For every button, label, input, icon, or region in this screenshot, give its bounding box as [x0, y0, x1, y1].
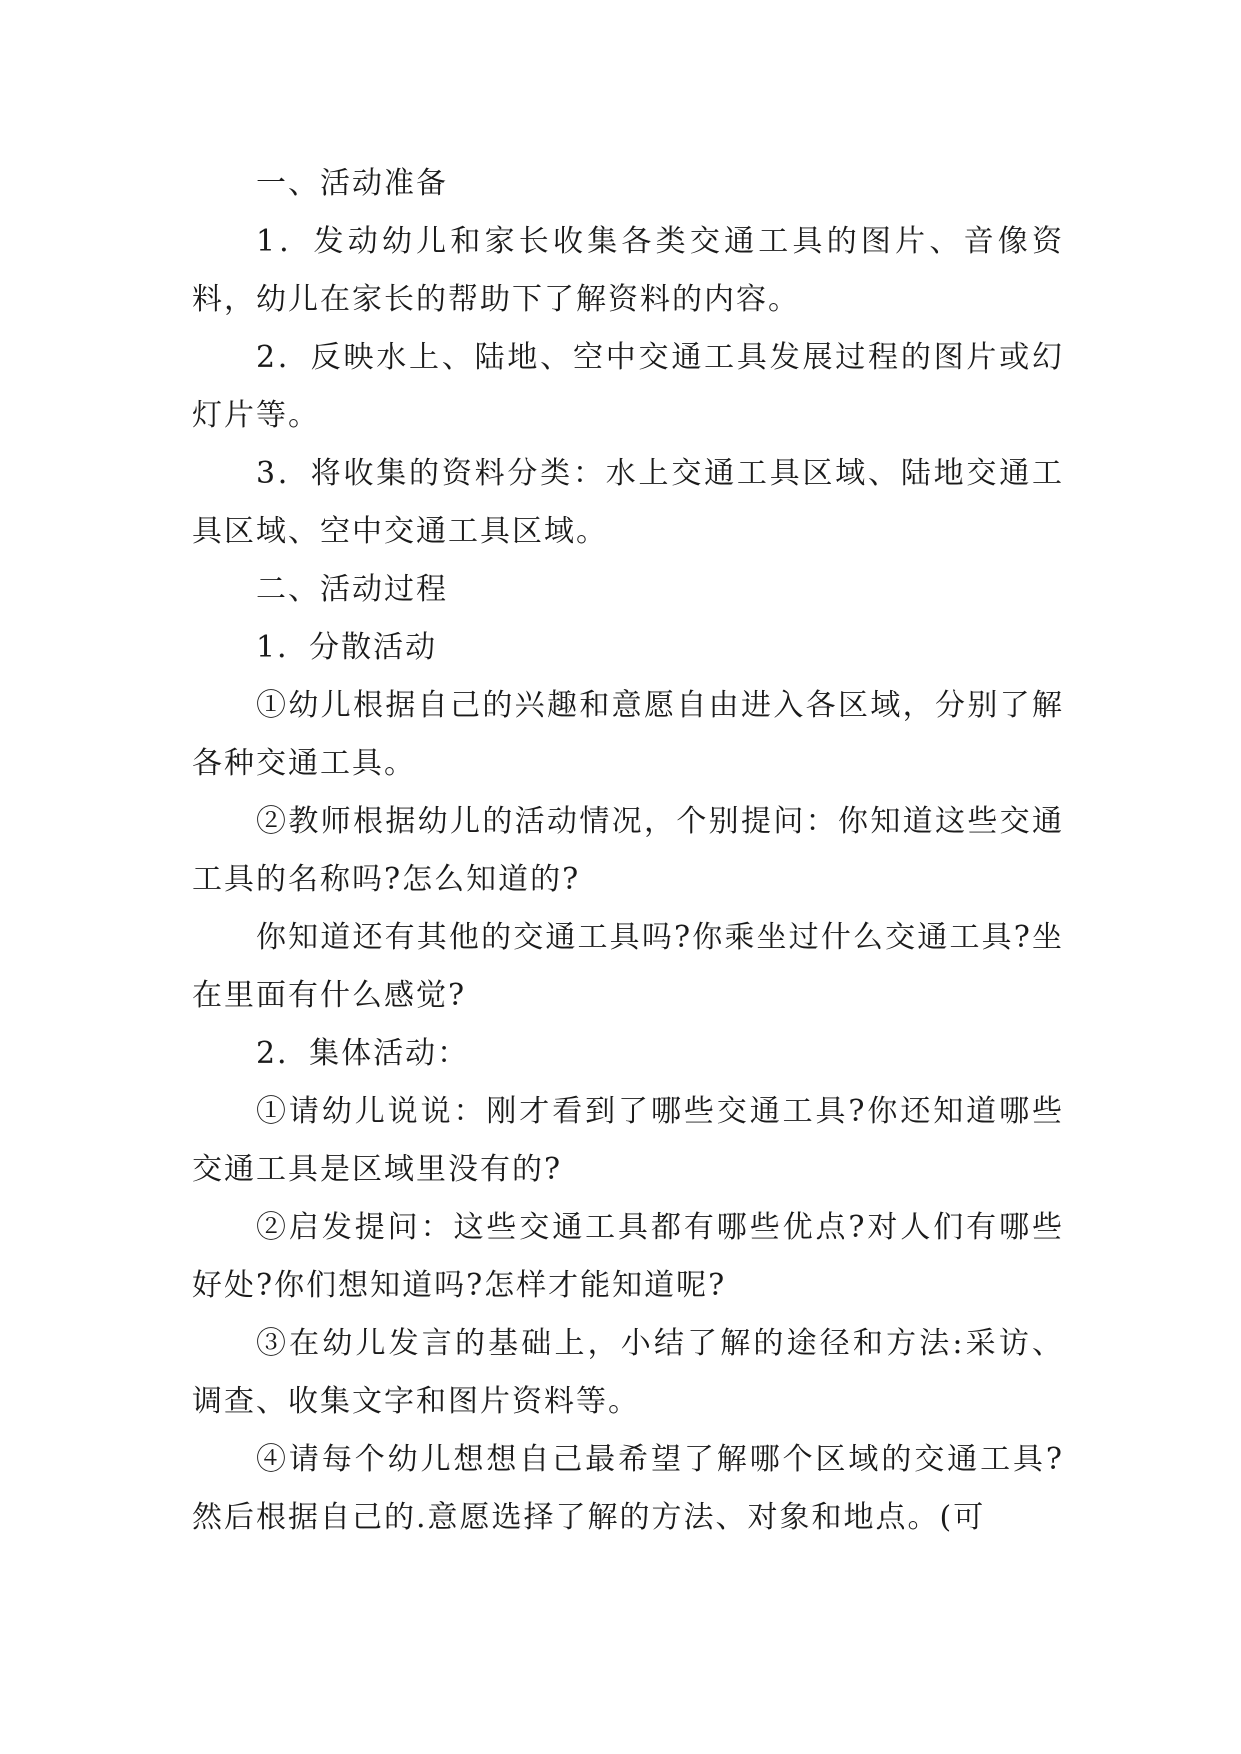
section-heading-preparation: 一、活动准备: [256, 166, 448, 201]
paragraph-group-step-1: ①请幼儿说说：刚才看到了哪些交通工具?你还知道哪些交通工具是区域里没有的?: [192, 1094, 1064, 1187]
subheading-scattered-activity: 1．分散活动: [256, 630, 438, 665]
document-body: [192, 155, 1064, 1547]
paragraph-prep-item-2: 2．反映水上、陆地、空中交通工具发展过程的图片或幻灯片等。: [192, 340, 1064, 433]
paragraph-scattered-step-2: ②教师根据幼儿的活动情况，个别提问：你知道这些交通工具的名称吗?怎么知道的?: [192, 804, 1064, 897]
paragraph-group-step-4: ④请每个幼儿想想自己最希望了解哪个区域的交通工具?然后根据自己的.意愿选择了解的方法、对象和地点。(可: [192, 1442, 1064, 1535]
section-heading-process: 二、活动过程: [256, 572, 448, 607]
paragraph-group-step-2: ②启发提问：这些交通工具都有哪些优点?对人们有哪些好处?你们想知道吗?怎样才能知道呢?: [192, 1210, 1064, 1303]
paragraph-group-step-3: ③在幼儿发言的基础上，小结了解的途径和方法:采访、调查、收集文字和图片资料等。: [192, 1326, 1064, 1419]
paragraph-scattered-step-1: ①幼儿根据自己的兴趣和意愿自由进入各区域，分别了解各种交通工具。: [192, 688, 1064, 781]
paragraph-prep-item-1: 1．发动幼儿和家长收集各类交通工具的图片、音像资料，幼儿在家长的帮助下了解资料的内容。: [192, 224, 1064, 317]
paragraph-prep-item-3: 3．将收集的资料分类：水上交通工具区域、陆地交通工具区域、空中交通工具区域。: [192, 456, 1064, 549]
paragraph-scattered-questions: 你知道还有其他的交通工具吗?你乘坐过什么交通工具?坐在里面有什么感觉?: [192, 920, 1064, 1013]
subheading-group-activity: 2．集体活动：: [256, 1036, 470, 1071]
